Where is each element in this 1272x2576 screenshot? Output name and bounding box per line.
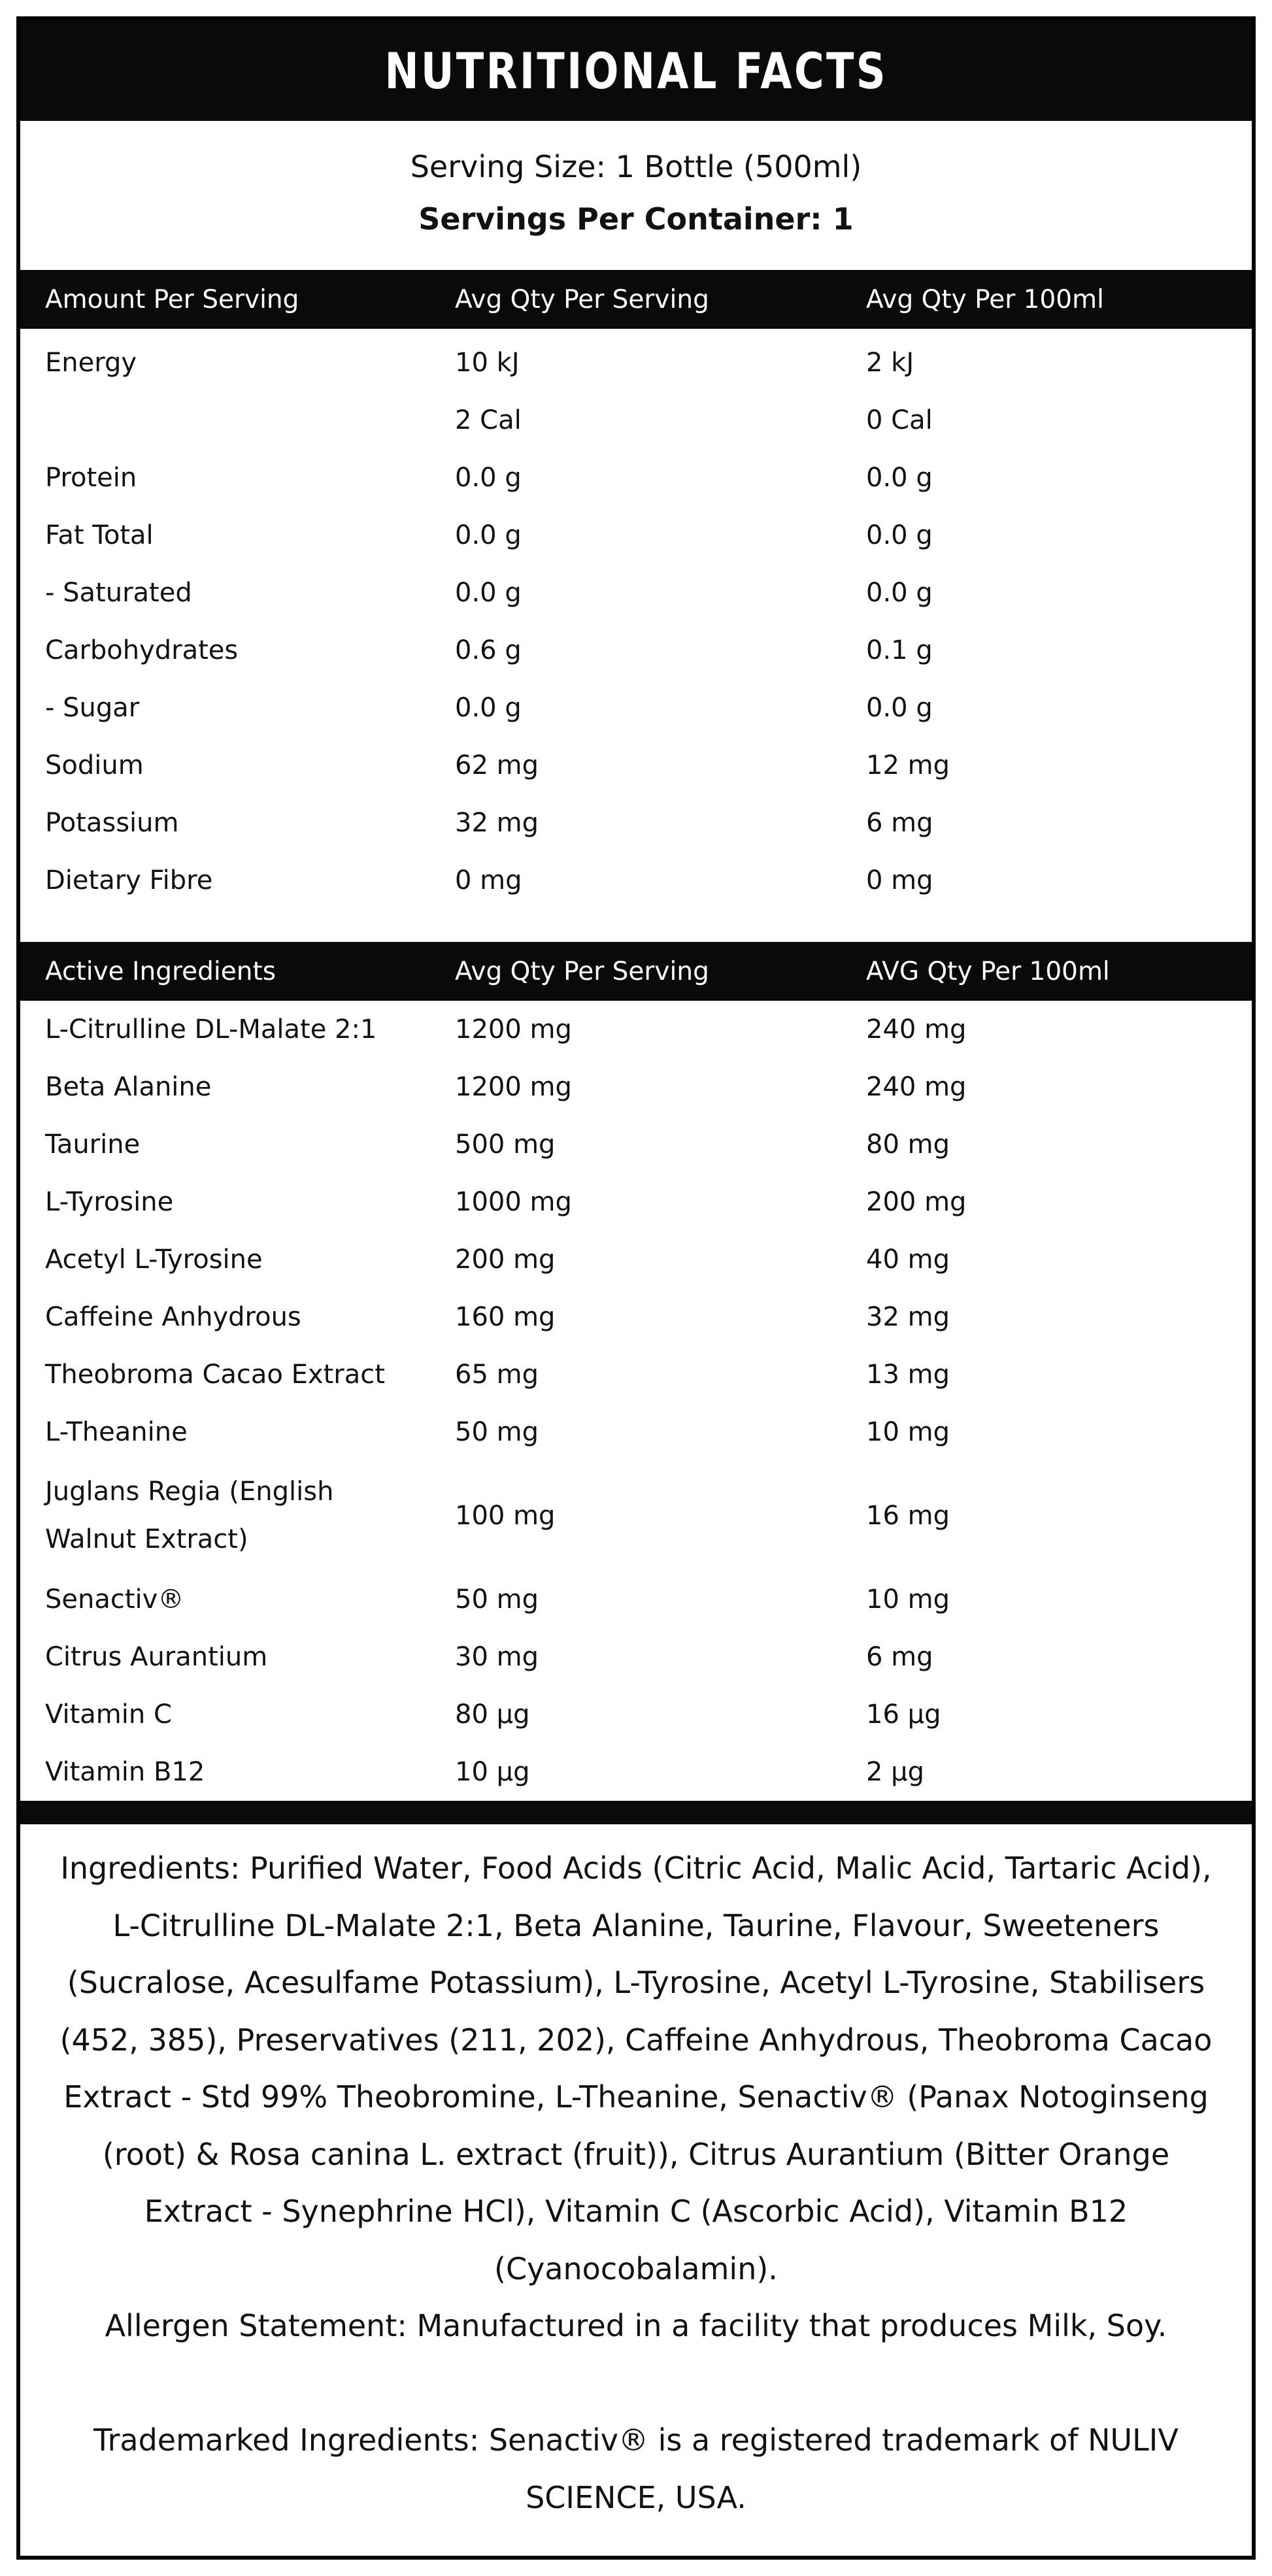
row-label: Fat Total	[45, 520, 154, 550]
table-row	[20, 1001, 1252, 1058]
row-per-serving: 500 mg	[455, 1129, 556, 1160]
row-per-serving: 0 mg	[455, 865, 522, 895]
row-per-serving: 0.0 g	[455, 578, 522, 608]
table-row	[20, 334, 1252, 392]
row-per-serving: 1000 mg	[455, 1187, 572, 1217]
row-per-serving: 32 mg	[455, 808, 539, 838]
nutrition-header-per-serving: Avg Qty Per Serving	[455, 284, 709, 314]
row-per-100ml: 13 mg	[866, 1360, 950, 1390]
row-per-serving: 0.0 g	[455, 463, 522, 493]
nutrition-header-per-100ml: Avg Qty Per 100ml	[866, 284, 1104, 314]
table-row	[20, 1403, 1252, 1461]
row-per-100ml: 200 mg	[866, 1187, 967, 1217]
table-row	[20, 1231, 1252, 1288]
row-label: Protein	[45, 463, 137, 493]
row-per-100ml: 6 mg	[866, 808, 933, 838]
row-label: Citrus Aurantium	[45, 1642, 268, 1672]
row-per-100ml: 2 kJ	[866, 348, 914, 378]
table-row	[20, 1743, 1252, 1801]
table-row	[20, 1058, 1252, 1116]
row-per-100ml: 0 Cal	[866, 405, 933, 435]
row-per-100ml: 240 mg	[866, 1014, 967, 1045]
row-per-serving: 10 kJ	[455, 348, 520, 378]
nutrition-label	[16, 16, 1256, 2560]
row-label: L-Citrulline DL-Malate 2:1	[45, 1014, 377, 1045]
row-label: Juglans Regia (English Walnut Extract)	[45, 1477, 334, 1554]
row-per-serving: 50 mg	[455, 1584, 539, 1614]
table-row	[20, 1173, 1252, 1231]
table-row	[20, 564, 1252, 622]
row-label: Beta Alanine	[45, 1072, 212, 1102]
row-per-100ml: 0.0 g	[866, 463, 933, 493]
table-row	[20, 1628, 1252, 1686]
row-per-100ml: 6 mg	[866, 1642, 933, 1672]
row-per-serving: 0.0 g	[455, 693, 522, 723]
row-per-100ml: 80 mg	[866, 1129, 950, 1160]
row-per-serving: 200 mg	[455, 1245, 556, 1275]
table-row	[20, 852, 1252, 909]
table-row	[20, 737, 1252, 794]
row-label: Vitamin C	[45, 1699, 172, 1730]
row-per-serving: 65 mg	[455, 1360, 539, 1390]
table-row	[20, 1686, 1252, 1743]
row-label: Energy	[45, 348, 137, 378]
trademark-statement: Trademarked Ingredients: Senactiv® is a registered trademark of NULIV SCIENCE, USA.	[93, 2422, 1179, 2515]
row-label: Caffeine Anhydrous	[45, 1302, 301, 1332]
actives-header-per-100ml: AVG Qty Per 100ml	[866, 956, 1110, 986]
actives-table-body	[20, 1001, 1252, 1801]
actives-header-ingredient: Active Ingredients	[45, 956, 276, 986]
row-per-100ml: 10 mg	[866, 1417, 950, 1447]
row-label: - Saturated	[45, 578, 192, 608]
row-per-serving: 1200 mg	[455, 1072, 572, 1102]
table-row	[20, 392, 1252, 449]
row-per-100ml: 40 mg	[866, 1245, 950, 1275]
table-row	[20, 449, 1252, 507]
serving-info	[20, 121, 1252, 270]
row-per-serving: 160 mg	[455, 1302, 556, 1332]
row-label: Carbohydrates	[45, 635, 239, 665]
table-row	[20, 1116, 1252, 1173]
actives-header-per-serving: Avg Qty Per Serving	[455, 956, 709, 986]
row-label: Senactiv®	[45, 1584, 184, 1614]
row-label: Theobroma Cacao Extract	[45, 1360, 385, 1390]
row-label: - Sugar	[45, 693, 140, 723]
table-row	[20, 1346, 1252, 1403]
row-per-serving: 100 mg	[455, 1501, 556, 1531]
row-per-100ml: 2 µg	[866, 1757, 925, 1787]
row-label: Vitamin B12	[45, 1757, 205, 1787]
row-per-serving: 50 mg	[455, 1417, 539, 1447]
row-per-serving: 0.6 g	[455, 635, 522, 665]
label-title: NUTRITIONAL FACTS	[384, 41, 888, 100]
row-label: L-Theanine	[45, 1417, 188, 1447]
allergen-statement: Allergen Statement: Manufactured in a facility that produces Milk, Soy.	[105, 2308, 1167, 2343]
row-per-100ml: 32 mg	[866, 1302, 950, 1332]
row-per-serving: 2 Cal	[455, 405, 522, 435]
table-row	[20, 1571, 1252, 1628]
row-per-serving: 80 µg	[455, 1699, 530, 1730]
row-per-100ml: 0.1 g	[866, 635, 933, 665]
row-per-100ml: 240 mg	[866, 1072, 967, 1102]
nutrition-table-body	[20, 334, 1252, 909]
row-per-100ml: 0 mg	[866, 865, 933, 895]
row-per-serving: 10 µg	[455, 1757, 530, 1787]
row-per-100ml: 16 µg	[866, 1699, 941, 1730]
nutrition-header-amount: Amount Per Serving	[45, 284, 299, 314]
label-title-bar	[20, 20, 1252, 121]
row-label: Potassium	[45, 808, 179, 838]
ingredients-block	[20, 1824, 1252, 2526]
row-per-100ml: 10 mg	[866, 1584, 950, 1614]
row-per-serving: 0.0 g	[455, 520, 522, 550]
serving-size: Serving Size: 1 Bottle (500ml)	[410, 149, 862, 184]
row-per-100ml: 0.0 g	[866, 693, 933, 723]
row-per-100ml: 0.0 g	[866, 578, 933, 608]
row-label: L-Tyrosine	[45, 1187, 174, 1217]
ingredients-statement: Ingredients: Purified Water, Food Acids (Citric Acid, Malic Acid, Tartaric Acid), L-Citrulline DL-Malate 2:1, Beta Alanine, Taurine, Flavour, Sweeteners (Sucralose, Acesulfame Potassium), L-Tyrosine, Acetyl L-Tyrosine, Stabilisers (452, 385), Preservatives (211, 202), Caffeine Anhydrous, Theobroma Cacao Extract - Std 99% Theobromine, L-Theanine, Senactiv® (Panax Notoginseng (root) & Rosa canina L. extract (fruit)), Citrus Aurantium (Bitter Orange Extract - Synephrine HCl), Vitamin C (Ascorbic Acid), Vitamin B12 (Cyanocobalamin).	[59, 1850, 1213, 2286]
row-per-100ml: 0.0 g	[866, 520, 933, 550]
row-label: Sodium	[45, 750, 144, 780]
servings-per-container: Servings Per Container: 1	[418, 201, 854, 237]
row-per-100ml: 12 mg	[866, 750, 950, 780]
table-row	[20, 622, 1252, 679]
section-divider	[20, 1801, 1252, 1824]
row-label: Dietary Fibre	[45, 865, 213, 895]
row-per-100ml: 16 mg	[866, 1501, 950, 1531]
row-per-serving: 62 mg	[455, 750, 539, 780]
table-row	[20, 507, 1252, 564]
row-label: Acetyl L-Tyrosine	[45, 1245, 263, 1275]
row-per-serving: 1200 mg	[455, 1014, 572, 1045]
row-label: Taurine	[45, 1129, 141, 1160]
nutrition-table-header	[20, 270, 1252, 329]
table-row	[20, 794, 1252, 852]
table-row	[20, 679, 1252, 737]
table-row	[20, 1461, 1252, 1571]
row-per-serving: 30 mg	[455, 1642, 539, 1672]
table-row	[20, 1288, 1252, 1346]
actives-table-header	[20, 942, 1252, 1001]
